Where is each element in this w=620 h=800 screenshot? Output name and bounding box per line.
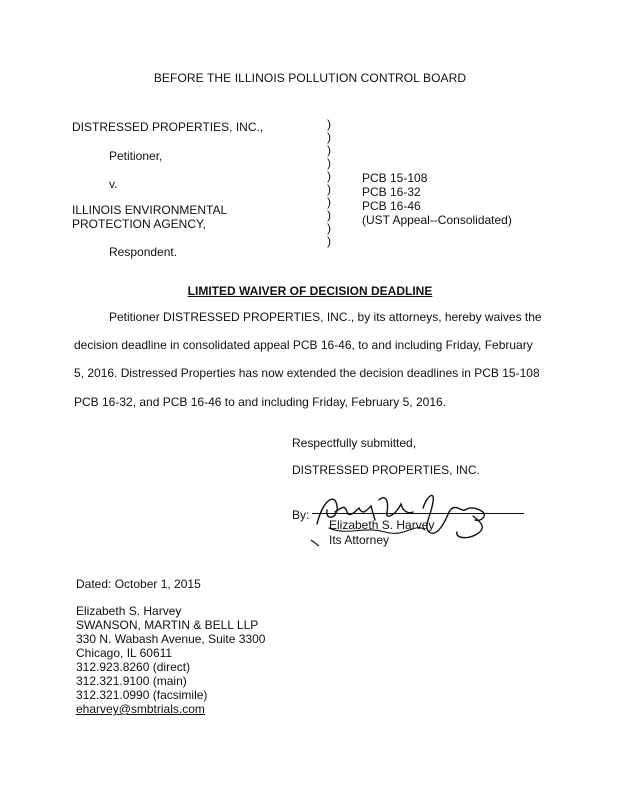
versus: v. — [109, 177, 118, 191]
phone-facsimile: 312.321.0990 (facsimile) — [76, 688, 208, 702]
firm-address: 330 N. Wabash Avenue, Suite 3300 — [76, 632, 266, 646]
court-heading: BEFORE THE ILLINOIS POLLUTION CONTROL BOARD — [153, 71, 467, 85]
respondent-name-line2: PROTECTION AGENCY, — [72, 217, 206, 231]
respondent-role: Respondent. — [109, 245, 178, 259]
by-label: By: — [292, 508, 310, 522]
phone-direct: 312.923.8260 (direct) — [76, 660, 191, 674]
date-line: Dated: October 1, 2015 — [76, 577, 201, 591]
law-firm: SWANSON, MARTIN & BELL LLP — [76, 618, 259, 632]
respectfully-submitted: Respectfully submitted, — [292, 436, 417, 450]
signer-title: Its Attorney — [329, 533, 390, 547]
signer-name: Elizabeth S. Harvey — [329, 518, 435, 532]
party-name: DISTRESSED PROPERTIES, INC. — [292, 463, 480, 477]
appeal-type: (UST Appeal--Consolidated) — [362, 213, 512, 227]
firm-city: Chicago, IL 60611 — [76, 646, 173, 660]
body-line-1: Petitioner DISTRESSED PROPERTIES, INC., by its attorneys, hereby waives the — [109, 310, 542, 324]
phone-main: 312.321.9100 (main) — [76, 674, 187, 688]
body-line-3: 5, 2016. Distressed Properties has now extended the decision deadlines in PCB 15-108 — [74, 366, 540, 380]
case-number-2: PCB 16-32 — [362, 185, 421, 199]
respondent-name-line1: ILLINOIS ENVIRONMENTAL — [72, 203, 228, 217]
attorney-name: Elizabeth S. Harvey — [76, 604, 182, 618]
petitioner-name: DISTRESSED PROPERTIES, INC., — [72, 120, 264, 134]
case-number-1: PCB 15-108 — [362, 171, 428, 185]
document-title: LIMITED WAIVER OF DECISION DEADLINE — [187, 284, 433, 298]
body-line-2: decision deadline in consolidated appeal PCB 16-46, to and including Friday, February — [74, 338, 533, 352]
email-link[interactable]: eharvey@smbtrials.com — [76, 702, 205, 716]
petitioner-role: Petitioner, — [109, 149, 163, 163]
caption-parentheses: ) ) ) ) ) ) ) ) ) ) — [327, 117, 331, 248]
case-number-3: PCB 16-46 — [362, 199, 421, 213]
body-line-4: PCB 16-32, and PCB 16-46 to and including Friday, February 5, 2016. — [74, 395, 446, 409]
